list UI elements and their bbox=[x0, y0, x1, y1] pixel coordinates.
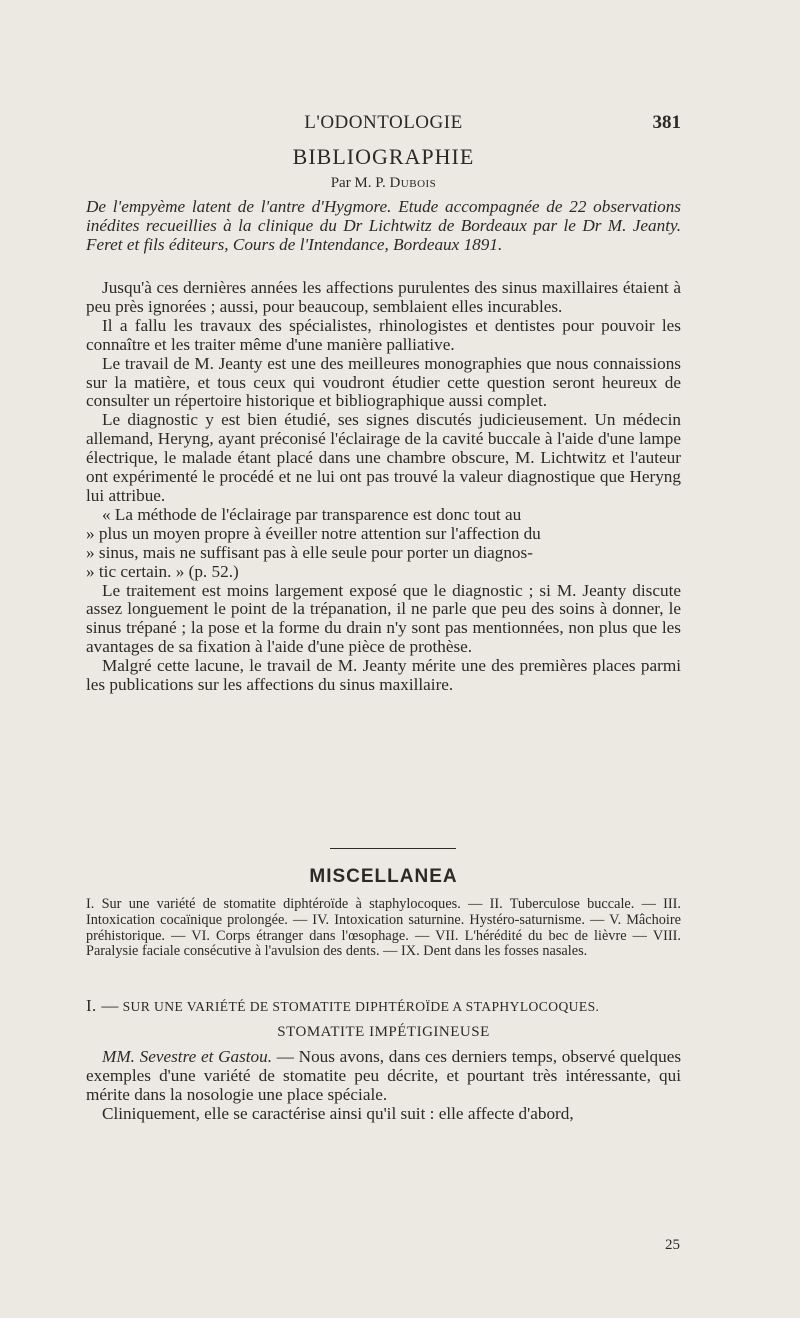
review-paragraph: Malgré cette lacune, le travail de M. Jeanty mérite une des premières places parmi les publications sur les affections du sinus maxillaire. bbox=[86, 656, 681, 695]
miscellanea-title: MISCELLANEA bbox=[309, 866, 458, 887]
byline-prefix: Par M. P. bbox=[330, 175, 386, 191]
quote-line: » plus un moyen propre à éveiller notre attention sur l'affection du bbox=[86, 523, 541, 543]
review-body bbox=[86, 279, 681, 695]
book-reference bbox=[86, 198, 681, 255]
quote-line: » sinus, mais ne suffisant pas à elle seule pour porter un diagnos- bbox=[86, 542, 533, 562]
article-number: I. — bbox=[86, 996, 119, 1015]
section-divider bbox=[330, 848, 456, 849]
quote-line: » tic certain. » (p. 52.) bbox=[86, 561, 239, 581]
review-paragraph: Jusqu'à ces dernières années les affections purulentes des sinus maxillaires étaient à peu près ignorées ; aussi, pour beaucoup, semblaient elles incurables. bbox=[86, 278, 681, 316]
byline-author: Dubois bbox=[389, 175, 437, 191]
printer-signature: 25 bbox=[665, 1237, 680, 1253]
article-subheading: STOMATITE IMPÉTIGINEUSE bbox=[277, 1024, 490, 1040]
article-heading-text: SUR UNE VARIÉTÉ DE STOMATITE DIPHTÉROÏDE A STAPHYLOCOQUES. bbox=[122, 999, 600, 1014]
article-paragraph-text: — Nous avons, dans ces derniers temps, observé quelques exemples d'une variété de stomatite peu décrite, et pourtant très intéressante, qui mérite dans la nosologie une place spéciale. bbox=[86, 1047, 682, 1104]
article-body bbox=[86, 1048, 681, 1124]
miscellanea-summary bbox=[86, 897, 681, 960]
review-paragraph: Le traitement est moins largement exposé que le diagnostic ; si M. Jeanty discute assez longuement le point de la trépanation, il ne parle que peu des soins à donner, le sinus trépané ; la pose et la forme du drain n'y sont pas mentionnées, non plus que les avantages de sa fixation à l'aide d'une pièce de prothèse. bbox=[86, 580, 681, 657]
review-paragraph: Le travail de M. Jeanty est une des meilleures monographies que nous connaissions sur la matière, et tous ceux qui voudront étudier cette question seront heureux de consulter un répertoire historique et bibliographique aussi complet. bbox=[86, 353, 681, 411]
section-title: BIBLIOGRAPHIE bbox=[292, 144, 475, 169]
summary-text: I. Sur une variété de stomatite diphtéroïde à staphylocoques. — II. Tuberculose buccale. — III. Intoxication cocaïnique prolongée. — IV. Intoxication saturnine. Hystéro-saturnisme. — V. Mâchoire préhistorique. — VI. Corps étranger dans l'œsophage. — VII. L'hérédité du bec de lièvre — VIII. Paralysie faciale consécutive à l'avulsion des dents. — IX. Dent dans les fosses nasales. bbox=[86, 896, 681, 960]
article-paragraph bbox=[86, 1048, 681, 1105]
reference-text: De l'empyème latent de l'antre d'Hygmore. Etude accompagnée de 22 observations inédites recueillies à la clinique du Dr Lichtwitz de Bordeaux par le Dr M. Jeanty. Feret et fils éditeurs, Cours de l'Intendance, Bordeaux 1891. bbox=[86, 197, 681, 254]
article-paragraph: Cliniquement, elle se caractérise ainsi qu'il suit : elle affecte d'abord, bbox=[102, 1103, 574, 1123]
quote-line: « La méthode de l'éclairage par transparence est donc tout au bbox=[102, 504, 522, 524]
running-head bbox=[86, 112, 681, 138]
article-heading bbox=[86, 996, 681, 1016]
article-authors: MM. Sevestre et Gastou. bbox=[102, 1047, 273, 1066]
running-title: L'ODONTOLOGIE bbox=[304, 112, 463, 133]
review-paragraph: Le diagnostic y est bien étudié, ses signes discutés judicieusement. Un médecin allemand, Heryng, ayant préconisé l'éclairage de la cavité buccale à l'aide d'une lampe électrique, le malade étant placé dans une chambre obscure, M. Lichtwitz et l'auteur ont expérimenté le procédé et ne lui ont pas trouvé la valeur diagnostique que Heryng lui attribue. bbox=[86, 410, 681, 505]
byline bbox=[86, 175, 681, 192]
review-paragraph: Il a fallu les travaux des spécialistes, rhinologistes et dentistes pour pouvoir les connaître et les traiter même d'une manière palliative. bbox=[86, 315, 681, 354]
page-number: 381 bbox=[652, 112, 681, 133]
